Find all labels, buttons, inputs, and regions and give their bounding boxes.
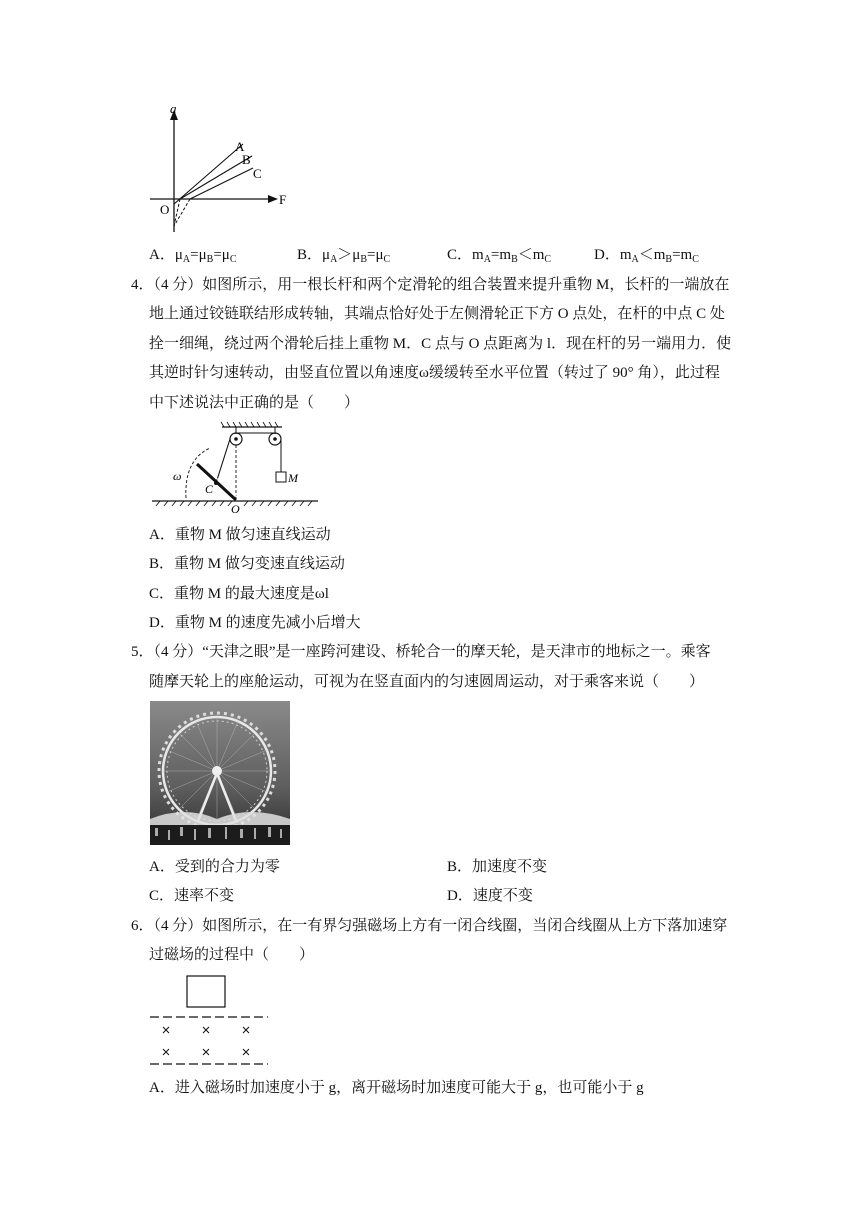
q5-stem-line-2: 随摩天轮上的座舱运动，可视为在竖直面内的匀速圆周运动，对于乘客来说（ ） <box>149 674 705 690</box>
q4-stem-line-3: 拴一细绳，绕过两个滑轮后挂上重物 M．C 点与 O 点距离为 l．现在杆的另一端用力．使 <box>149 336 732 352</box>
q4-option-b[interactable]: B．重物 M 做匀变速直线运动 <box>149 556 345 572</box>
q6-stem-line-2: 过磁场的过程中（ ） <box>149 947 315 963</box>
q4-omega-label: ω <box>173 469 182 483</box>
q4-pulley-figure <box>150 420 320 515</box>
q3-graph <box>140 98 300 238</box>
q3-origin-label: O <box>160 202 170 217</box>
q6-magnetic-field-figure <box>148 972 273 1072</box>
q6-stem-line-1: 6．（4 分）如图所示，在一有界匀强磁场上方有一闭合线圈，当闭合线圈从上方下落加速穿 <box>131 918 728 934</box>
q3-y-axis-label: a <box>170 101 177 116</box>
q4-o-label: O <box>231 502 240 515</box>
q5-option-a[interactable]: A．受到的合力为零 <box>149 859 280 875</box>
q4-stem-line-1: 4．（4 分）如图所示，用一根长杆和两个定滑轮的组合装置来提升重物 M，长杆的一端放在 <box>131 277 730 293</box>
q3-line-c-label: C <box>253 166 262 181</box>
q3-option-c[interactable]: C．$m_A=m_B<m_C$ <box>447 247 552 265</box>
q3-line-a-label: A <box>235 139 245 154</box>
q5-option-d[interactable]: D．速度不变 <box>447 888 533 904</box>
q3-line-b-label: B <box>242 152 251 167</box>
q4-c-label: C <box>205 482 214 496</box>
q4-option-d[interactable]: D．重物 M 的速度先减小后增大 <box>149 615 361 631</box>
q4-option-c[interactable]: C．重物 M 的最大速度是ωl <box>149 586 329 602</box>
q3-option-d[interactable]: D．$m_A<m_B=m_C$ <box>594 247 699 265</box>
q5-option-c[interactable]: C．速率不变 <box>149 888 235 904</box>
q4-stem-line-4: 其逆时针匀速转动，由竖直位置以角速度ω缓缓转至水平位置（转过了 90° 角），此过程 <box>149 365 720 381</box>
q5-stem-line-1: 5．（4 分）“天津之眼”是一座跨河建设、桥轮合一的摩天轮，是天津市的地标之一。乘客 <box>131 644 711 660</box>
q5-option-b[interactable]: B．加速度不变 <box>447 859 548 875</box>
q3-option-a[interactable]: A．$\mu_A=\mu_B=\mu_C$ <box>149 247 237 265</box>
q5-ferris-wheel-photo <box>150 701 290 845</box>
q4-m-label: M <box>288 471 298 485</box>
q4-option-a[interactable]: A．重物 M 做匀速直线运动 <box>149 527 331 543</box>
q6-option-a[interactable]: A．进入磁场时加速度小于 g，离开磁场时加速度可能大于 g，也可能小于 g <box>149 1080 644 1096</box>
q4-stem-line-5: 中下述说法中正确的是（ ） <box>149 395 360 411</box>
q3-option-b[interactable]: B．$\mu_A>\mu_B=\mu_C$ <box>297 247 391 265</box>
q3-x-axis-label: F <box>279 192 287 207</box>
q4-stem-line-2: 地上通过铰链联结形成转轴，其端点恰好处于左侧滑轮正下方 O 点处，在杆的中点 C 处 <box>149 306 725 322</box>
